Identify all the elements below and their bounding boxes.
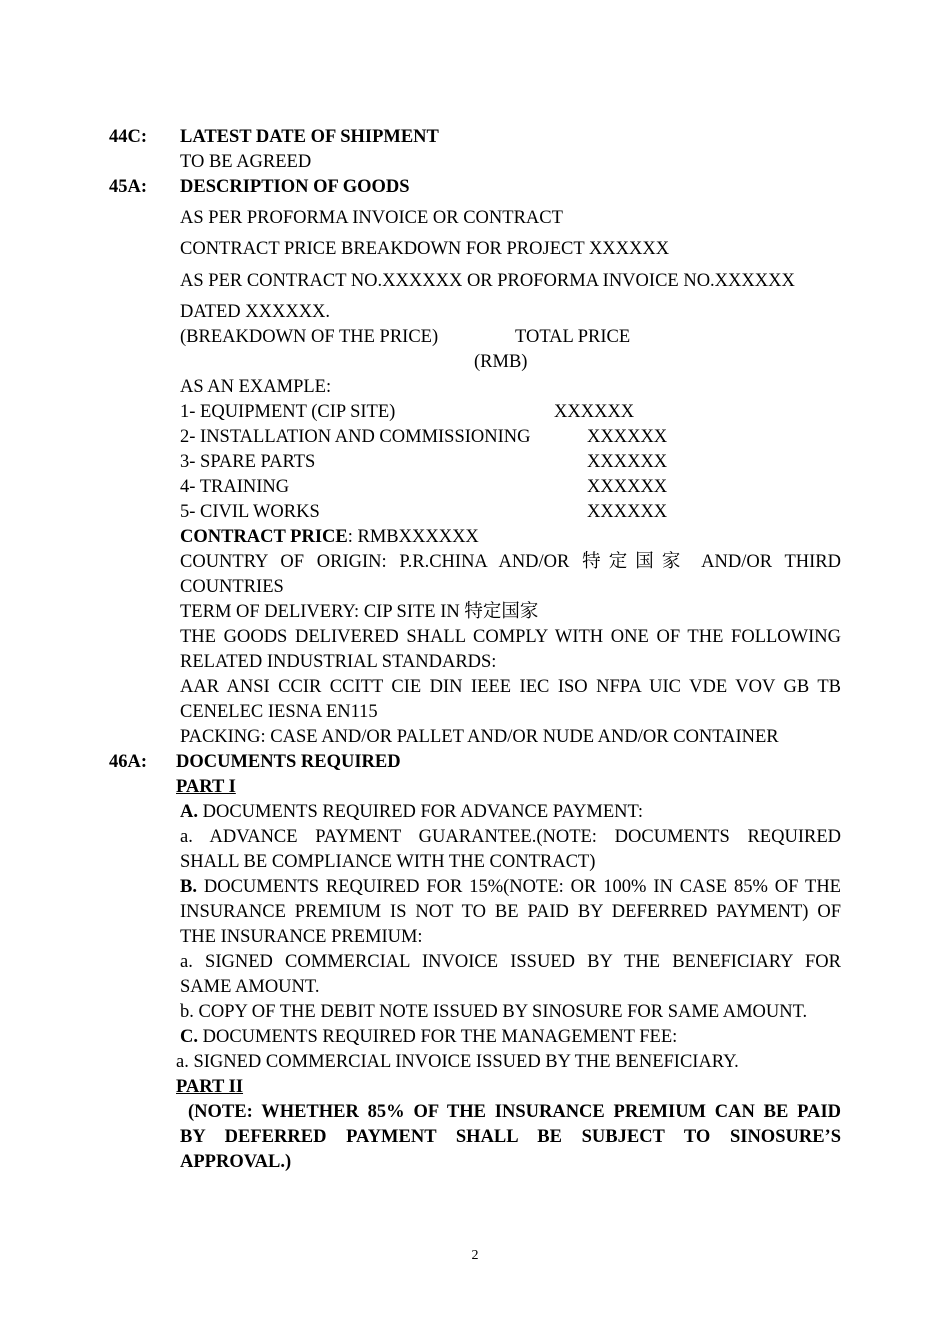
clause-b-label: B. — [180, 877, 197, 897]
standards-list: CENELEC IESNA EN115 — [180, 702, 378, 722]
goods-line: AS PER PROFORMA INVOICE OR CONTRACT — [180, 208, 563, 228]
clause-b-line: THE INSURANCE PREMIUM: — [180, 927, 423, 947]
clause-c-text: DOCUMENTS REQUIRED FOR THE MANAGEMENT FEE: — [198, 1027, 678, 1047]
note-line: (NOTE: WHETHER 85% OF THE INSURANCE PREMIUM CAN BE PAID — [188, 1102, 841, 1122]
goods-line: DATED XXXXXX. — [180, 302, 331, 322]
page-number: 2 — [471, 1248, 479, 1263]
price-item-value: XXXXXX — [554, 402, 635, 422]
field-tag-45a: 45A: — [109, 177, 148, 197]
price-item-label: 1- EQUIPMENT (CIP SITE) — [180, 402, 396, 422]
price-item-label: 2- INSTALLATION AND COMMISSIONING — [180, 427, 531, 447]
clause-a-item-line: a. ADVANCE PAYMENT GUARANTEE.(NOTE: DOCUMENTS REQUIRED — [180, 827, 841, 847]
country-of-origin-line: COUNTRY OF ORIGIN: P.R.CHINA AND/OR 特定国家 AND/OR THIRD — [180, 552, 841, 572]
clause-b-item-line: a. SIGNED COMMERCIAL INVOICE ISSUED BY THE BENEFICIARY FOR — [180, 952, 841, 972]
price-item-label: 3- SPARE PARTS — [180, 452, 316, 472]
field-title-latest-date-of-shipment: LATEST DATE OF SHIPMENT — [180, 127, 439, 147]
part-two-heading: PART II — [176, 1077, 244, 1097]
price-item-value: XXXXXX — [587, 452, 668, 472]
clause-a — [180, 800, 643, 824]
field-tag-46a: 46A: — [109, 752, 148, 772]
clause-a-text: DOCUMENTS REQUIRED FOR ADVANCE PAYMENT: — [198, 802, 644, 822]
country-of-origin-line: COUNTRIES — [180, 577, 284, 597]
contract-price-label: CONTRACT PRICE — [180, 527, 348, 547]
contract-price — [180, 525, 479, 549]
example-label: AS AN EXAMPLE: — [180, 377, 332, 397]
goods-line: AS PER CONTRACT NO.XXXXXX OR PROFORMA INVOICE NO.XXXXXX — [180, 271, 795, 291]
clause-a-item-line: SHALL BE COMPLIANCE WITH THE CONTRACT) — [180, 852, 596, 872]
clause-a-label: A. — [180, 802, 198, 822]
breakdown-header: (BREAKDOWN OF THE PRICE) — [180, 327, 439, 347]
note-line: APPROVAL.) — [180, 1152, 292, 1172]
clause-c-label: C. — [180, 1027, 198, 1047]
price-item-label: 4- TRAINING — [180, 477, 290, 497]
total-price-header: TOTAL PRICE — [515, 327, 631, 347]
goods-line: CONTRACT PRICE BREAKDOWN FOR PROJECT XXXXXX — [180, 239, 670, 259]
field-title-description-of-goods: DESCRIPTION OF GOODS — [180, 177, 410, 197]
clause-b — [180, 875, 841, 899]
part-one-heading: PART I — [176, 777, 236, 797]
clause-c — [180, 1025, 677, 1049]
standards-list: AAR ANSI CCIR CCITT CIE DIN IEEE IEC ISO NFPA UIC VDE VOV GB TB — [180, 677, 841, 697]
clause-b-item-line: SAME AMOUNT. — [180, 977, 320, 997]
packing: PACKING: CASE AND/OR PALLET AND/OR NUDE AND/OR CONTAINER — [180, 727, 779, 747]
standards-line: RELATED INDUSTRIAL STANDARDS: — [180, 652, 497, 672]
price-item-value: XXXXXX — [587, 427, 668, 447]
standards-line: THE GOODS DELIVERED SHALL COMPLY WITH ONE OF THE FOLLOWING — [180, 627, 841, 647]
price-item-label: 5- CIVIL WORKS — [180, 502, 320, 522]
note-line: BY DEFERRED PAYMENT SHALL BE SUBJECT TO SINOSURE’S — [180, 1127, 841, 1147]
clause-b-line: INSURANCE PREMIUM IS NOT TO BE PAID BY DEFERRED PAYMENT) OF — [180, 902, 841, 922]
clause-b-text: DOCUMENTS REQUIRED FOR 15%(NOTE: OR 100% IN CASE 85% OF THE — [196, 877, 841, 897]
clause-b-item-line: b. COPY OF THE DEBIT NOTE ISSUED BY SINOSURE FOR SAME AMOUNT. — [180, 1002, 808, 1022]
field-tag-44c: 44C: — [109, 127, 148, 147]
field-value-shipment-date: TO BE AGREED — [180, 152, 312, 172]
field-title-documents-required: DOCUMENTS REQUIRED — [176, 752, 401, 772]
term-of-delivery: TERM OF DELIVERY: CIP SITE IN 特定国家 — [180, 602, 539, 622]
total-price-unit: (RMB) — [474, 352, 528, 372]
price-item-value: XXXXXX — [587, 477, 668, 497]
price-item-value: XXXXXX — [587, 502, 668, 522]
contract-price-value: : RMBXXXXXX — [347, 527, 479, 547]
clause-c-item-line: a. SIGNED COMMERCIAL INVOICE ISSUED BY THE BENEFICIARY. — [176, 1052, 739, 1072]
